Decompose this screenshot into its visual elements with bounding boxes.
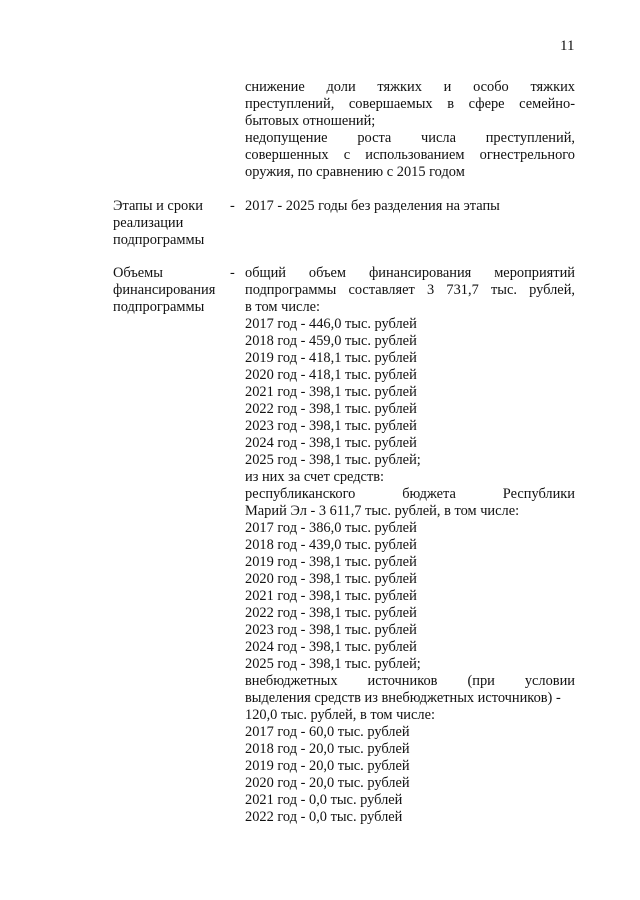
label-line: Объемы (113, 265, 163, 281)
continuation-text (245, 79, 575, 181)
label-line: подпрограммы (113, 232, 205, 248)
year-line: 2021 год - 398,1 тыс. рублей (245, 384, 417, 400)
year-line: 2023 год - 398,1 тыс. рублей (245, 418, 417, 434)
year-line: 2022 год - 0,0 тыс. рублей (245, 809, 403, 825)
year-line: 2024 год - 398,1 тыс. рублей (245, 639, 417, 655)
text-line: недопущение роста числа преступлений, (245, 130, 575, 146)
year-line: 2020 год - 398,1 тыс. рублей (245, 571, 417, 587)
year-line: 2019 год - 20,0 тыс. рублей (245, 758, 410, 774)
funding-dash: - (230, 265, 235, 281)
year-line: 2017 год - 386,0 тыс. рублей (245, 520, 417, 536)
year-line: 2024 год - 398,1 тыс. рублей (245, 435, 417, 451)
year-line: 2023 год - 398,1 тыс. рублей (245, 622, 417, 638)
label-line: Этапы и сроки (113, 198, 203, 214)
year-line: 2020 год - 418,1 тыс. рублей (245, 367, 417, 383)
year-line: 2017 год - 446,0 тыс. рублей (245, 316, 417, 332)
text-line: общий объем финансирования мероприятий (245, 265, 575, 281)
label-line: финансирования (113, 282, 216, 298)
text-line: оружия, по сравнению с 2015 годом (245, 164, 465, 180)
year-line: 2019 год - 398,1 тыс. рублей (245, 554, 417, 570)
text-line: совершенных с использованием огнестрельного (245, 147, 575, 163)
year-line: 2022 год - 398,1 тыс. рублей (245, 605, 417, 621)
funding-label (113, 265, 228, 316)
year-line: 2017 год - 60,0 тыс. рублей (245, 724, 410, 740)
text-line: в том числе: (245, 299, 321, 315)
funding-text (245, 265, 575, 826)
stages-label (113, 198, 228, 249)
text-line: 120,0 тыс. рублей, в том числе: (245, 707, 435, 723)
year-line: 2021 год - 0,0 тыс. рублей (245, 792, 403, 808)
text-line: 2017 - 2025 годы без разделения на этапы (245, 198, 500, 214)
text-line: подпрограммы составляет 3 731,7 тыс. рублей, (245, 282, 575, 298)
year-line: 2022 год - 398,1 тыс. рублей (245, 401, 417, 417)
label-line: подпрограммы (113, 299, 205, 315)
text-line: преступлений, совершаемых в сфере семейно- (245, 96, 575, 112)
label-line: реализации (113, 215, 184, 231)
page-number: 11 (560, 38, 575, 54)
text-line: из них за счет средств: (245, 469, 385, 485)
text-line: республиканского бюджета Республики (245, 486, 575, 502)
year-line: 2019 год - 418,1 тыс. рублей (245, 350, 417, 366)
stages-value (245, 198, 575, 215)
year-line: 2025 год - 398,1 тыс. рублей; (245, 656, 421, 672)
text-line: бытовых отношений; (245, 113, 376, 129)
text-line: снижение доли тяжких и особо тяжких (245, 79, 575, 95)
text-line: выделения средств из внебюджетных источников) - (245, 690, 561, 706)
year-line: 2025 год - 398,1 тыс. рублей; (245, 452, 421, 468)
year-line: 2020 год - 20,0 тыс. рублей (245, 775, 410, 791)
year-line: 2018 год - 20,0 тыс. рублей (245, 741, 410, 757)
year-line: 2018 год - 439,0 тыс. рублей (245, 537, 417, 553)
year-line: 2018 год - 459,0 тыс. рублей (245, 333, 417, 349)
text-line: внебюджетных источников (при условии (245, 673, 575, 689)
year-line: 2021 год - 398,1 тыс. рублей (245, 588, 417, 604)
stages-dash: - (230, 198, 235, 214)
text-line: Марий Эл - 3 611,7 тыс. рублей, в том числе: (245, 503, 520, 519)
